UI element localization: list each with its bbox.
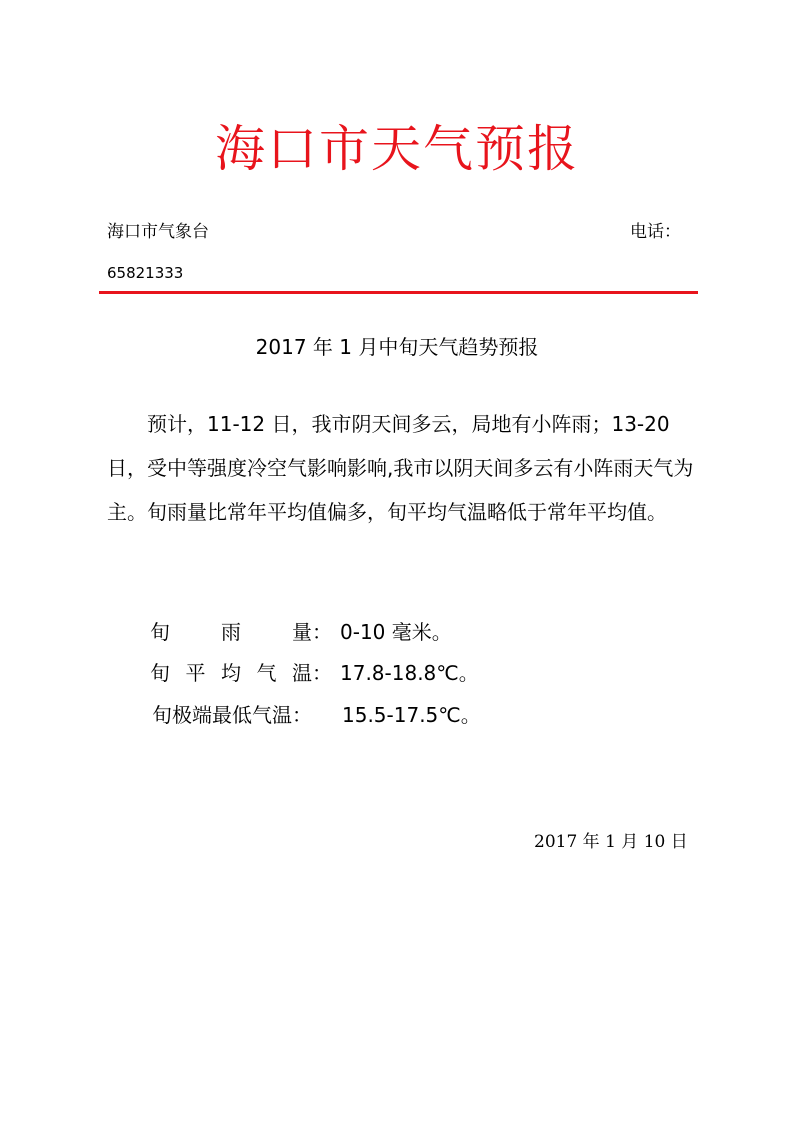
stat-label-char: 温：: [292, 661, 332, 685]
stat-row-avg-temp: [150, 658, 479, 688]
stat-label-char: 均: [221, 661, 241, 685]
report-heading: 2017 年 1 月中旬天气趋势预报: [255, 335, 539, 359]
stat-label-avg-temp: [150, 658, 332, 688]
report-date: 2017 年 1 月 10 日: [534, 832, 688, 852]
stat-label-char: 气: [256, 661, 277, 685]
stat-row-min-temp: [152, 700, 481, 730]
stat-label-rainfall: [150, 617, 332, 647]
stat-value-rainfall: 0-10 毫米。: [340, 620, 452, 644]
phone-number: 65821333: [107, 264, 184, 282]
page-title: 海口市天气预报: [215, 120, 579, 178]
stat-label-char: 雨: [221, 620, 241, 644]
stat-label-char: 旬: [150, 620, 170, 644]
forecast-text: 预计，11-12 日，我市阴天间多云，局地有小阵雨；13-20 日，受中等强度冷空气影响影响,我市以阴天间多云有小阵雨天气为主。旬雨量比常年平均值偏多，旬平均气温略低于常年平均值。: [107, 412, 694, 524]
forecast-paragraph: [107, 402, 695, 534]
stat-value-min-temp: 15.5-17.5℃。: [342, 703, 481, 727]
header-divider: [99, 291, 698, 294]
phone-label: 电话：: [630, 222, 681, 242]
stat-label-char: 旬: [150, 661, 170, 685]
stat-row-rainfall: [150, 617, 452, 647]
stat-label-text: 旬极端最低气温：: [152, 703, 312, 727]
stat-label-char: 量：: [292, 620, 332, 644]
stat-label-min-temp: [152, 700, 334, 730]
stat-value-avg-temp: 17.8-18.8℃。: [340, 661, 479, 685]
organization-name: 海口市气象台: [107, 222, 209, 242]
stat-label-char: 平: [185, 661, 206, 685]
